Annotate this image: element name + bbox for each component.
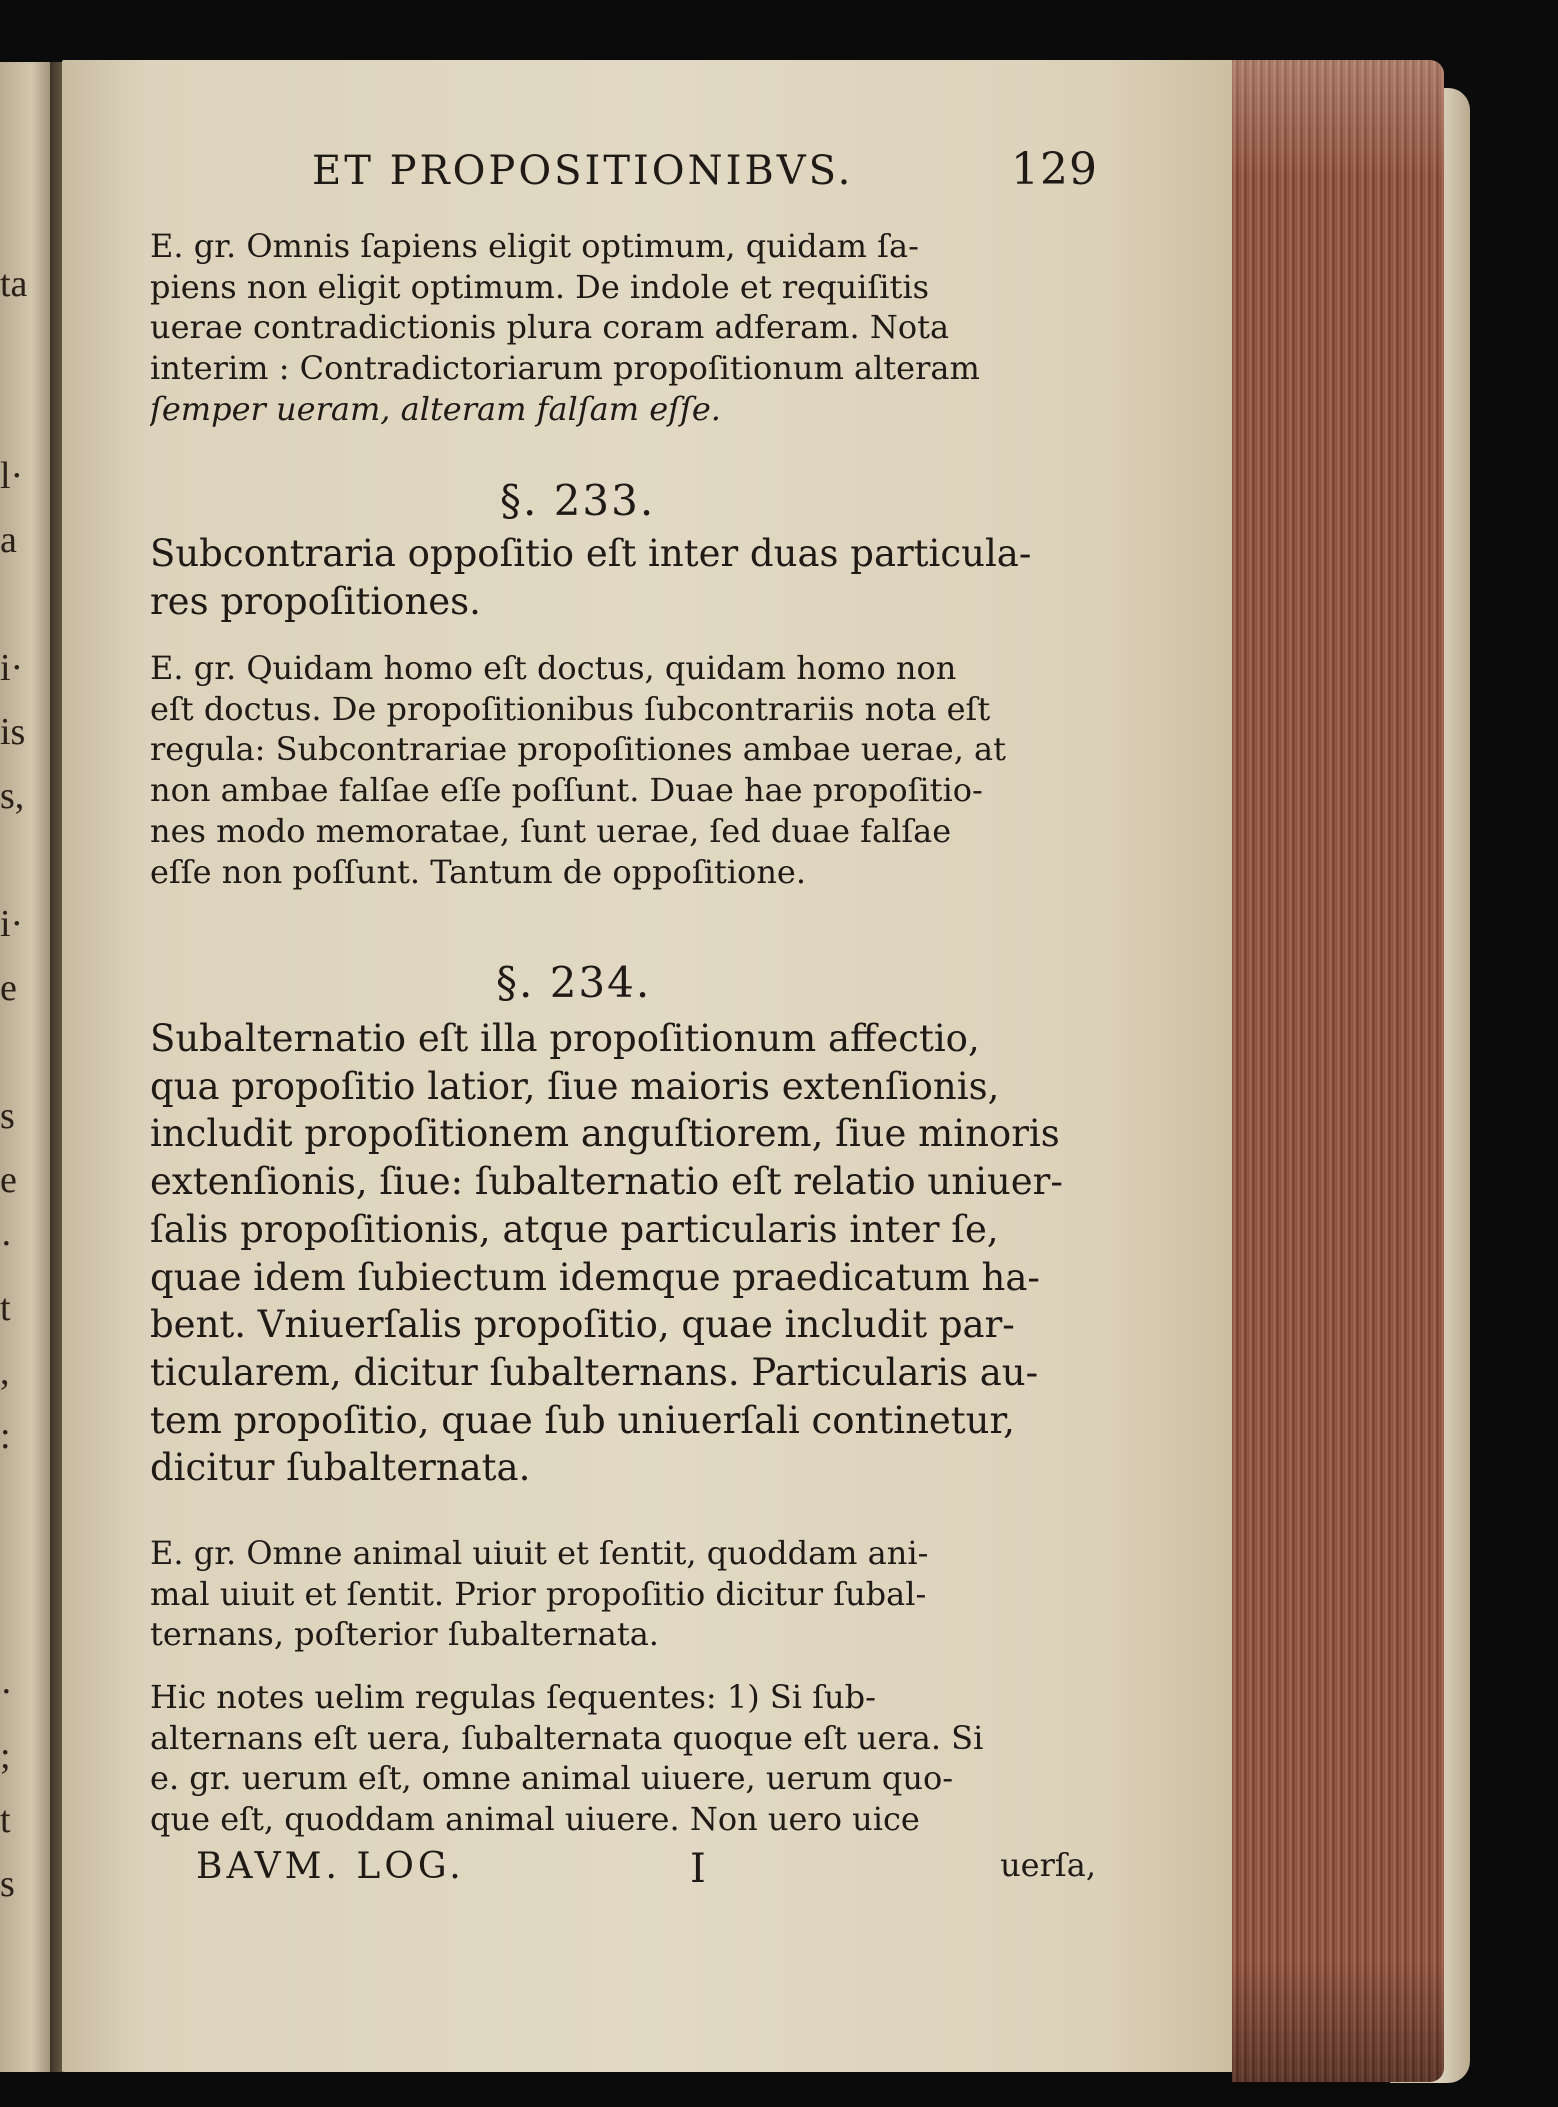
text-line: ternans, poſterior ſubalternata. xyxy=(150,1615,659,1654)
facing-page-fragment xyxy=(0,1532,30,1596)
paragraph-subcontraria-example xyxy=(150,648,1090,892)
facing-page-fragment: a xyxy=(0,519,17,561)
facing-page-fragment: s xyxy=(0,1095,15,1137)
text-line: mal uiuit et ſentit. Prior propoſitio dicitur ſubal- xyxy=(150,1574,927,1613)
text-line: que eſt, quoddam animal uiuere. Non uero uice xyxy=(150,1800,920,1839)
facing-page-fragment: i· xyxy=(0,903,24,945)
text-line: ſemper ueram, alteram falſam eſſe. xyxy=(150,389,721,428)
text-line: res propoſitiones. xyxy=(150,579,481,623)
text-line: tem propoſitio, quae ſub uniuerſali continetur, xyxy=(150,1398,1015,1442)
facing-page-fragment xyxy=(0,828,30,892)
text-line: non ambae falſae eſſe poſſunt. Duae hae propoſitio- xyxy=(150,771,983,810)
text-line: interim : Contradictoriarum propoſitionum alteram xyxy=(150,349,980,388)
facing-page-fragment: , xyxy=(0,1351,10,1393)
text-line: includit propoſitionem anguſtiorem, ſiue minoris xyxy=(150,1112,1060,1156)
facing-page-fragment xyxy=(0,572,30,636)
paragraph-subalternatio-definition xyxy=(150,1015,1090,1492)
running-header xyxy=(298,144,1098,208)
signature-mark: BAVM. LOG. xyxy=(196,1846,465,1887)
page-block-shade xyxy=(1232,60,1444,2082)
text-line: dicitur ſubalternata. xyxy=(150,1446,531,1490)
gathering-mark: I xyxy=(690,1846,706,1892)
facing-page-fragments xyxy=(0,252,30,1916)
text-line: Subcontraria oppoſitio eſt inter duas particula- xyxy=(150,532,1032,575)
paragraph-rules xyxy=(150,1677,1090,1840)
text-line: regula: Subcontrariae propoſitiones ambae uerae, at xyxy=(150,730,1006,769)
text-line: nes modo memoratae, ſunt uerae, ſed duae falſae xyxy=(150,811,952,850)
section-heading-234: §. 234. xyxy=(496,958,652,1007)
text-line: ſalis propoſitionis, atque particularis inter ſe, xyxy=(150,1207,999,1251)
facing-page-fragment: s, xyxy=(0,775,25,817)
text-line: Subalternatio eſt illa propoſitionum affectio, xyxy=(150,1017,980,1060)
facing-page-fragment: e xyxy=(0,967,17,1009)
facing-page-fragment xyxy=(0,1468,30,1532)
facing-page-fragment: t xyxy=(0,1287,11,1329)
text-line: E. gr. Omnis ſapiens eligit optimum, quidam ſa- xyxy=(150,227,919,265)
facing-page-fragment xyxy=(0,1596,30,1660)
facing-page-fragment: : xyxy=(0,1415,11,1457)
text-line: quae idem ſubiectum idemque praedicatum ha- xyxy=(150,1255,1040,1299)
text-line: Hic notes uelim regulas ſequentes: 1) Si ſub- xyxy=(150,1678,876,1716)
text-line: e. gr. uerum eſt, omne animal uiuere, uerum quo- xyxy=(150,1759,954,1798)
text-line: alternans eſt uera, ſubalternata quoque eſt uera. Si xyxy=(150,1718,984,1757)
text-line: eſt doctus. De propoſitionibus ſubcontrariis nota eſt xyxy=(150,689,991,728)
text-line: qua propoſitio latior, ſiue maioris extenſionis, xyxy=(150,1064,1000,1108)
facing-page-fragment: · xyxy=(0,1223,13,1265)
facing-page-fragment: ta xyxy=(0,263,28,305)
text-line: uerae contradictionis plura coram adferam. Nota xyxy=(150,308,950,347)
paragraph-subcontraria-definition xyxy=(150,530,1090,625)
facing-page-fragment xyxy=(0,316,30,380)
text-line: ticularem, dicitur ſubalternans. Particularis au- xyxy=(150,1350,1039,1394)
paragraph-example-contradiction xyxy=(150,226,1090,430)
facing-page-fragment: l· xyxy=(0,455,24,497)
text-line: extenſionis, ſiue: ſubalternatio eſt relatio uniuer- xyxy=(150,1160,1063,1204)
catchword: uerſa, xyxy=(1000,1846,1096,1884)
facing-page-fragment: e xyxy=(0,1159,17,1201)
facing-page-fragment xyxy=(0,1020,30,1084)
facing-page-fragment: i· xyxy=(0,647,24,689)
text-line: piens non eligit optimum. De indole et requiſitis xyxy=(150,267,929,306)
page-number: 129 xyxy=(1011,144,1098,195)
running-title: ET PROPOSITIONIBVS. xyxy=(312,148,854,194)
facing-page-fragment: · xyxy=(0,1671,13,1713)
facing-page-fragment: ; xyxy=(0,1735,11,1777)
facing-page-fragment xyxy=(0,380,30,444)
facing-page-fragment: s xyxy=(0,1863,15,1905)
facing-page-fragment: t xyxy=(0,1799,11,1841)
signature-line xyxy=(150,1846,1100,1896)
paragraph-subalternatio-example xyxy=(150,1533,1090,1655)
text-line: E. gr. Omne animal uiuit et ſentit, quoddam ani- xyxy=(150,1534,929,1572)
facing-page-fragment: is xyxy=(0,711,26,753)
text-line: eſſe non poſſunt. Tantum de oppoſitione. xyxy=(150,852,807,891)
section-heading-233: §. 233. xyxy=(500,476,656,525)
text-line: E. gr. Quidam homo eſt doctus, quidam homo non xyxy=(150,649,957,687)
text-line: bent. Vniuerſalis propoſitio, quae includit par- xyxy=(150,1303,1015,1347)
